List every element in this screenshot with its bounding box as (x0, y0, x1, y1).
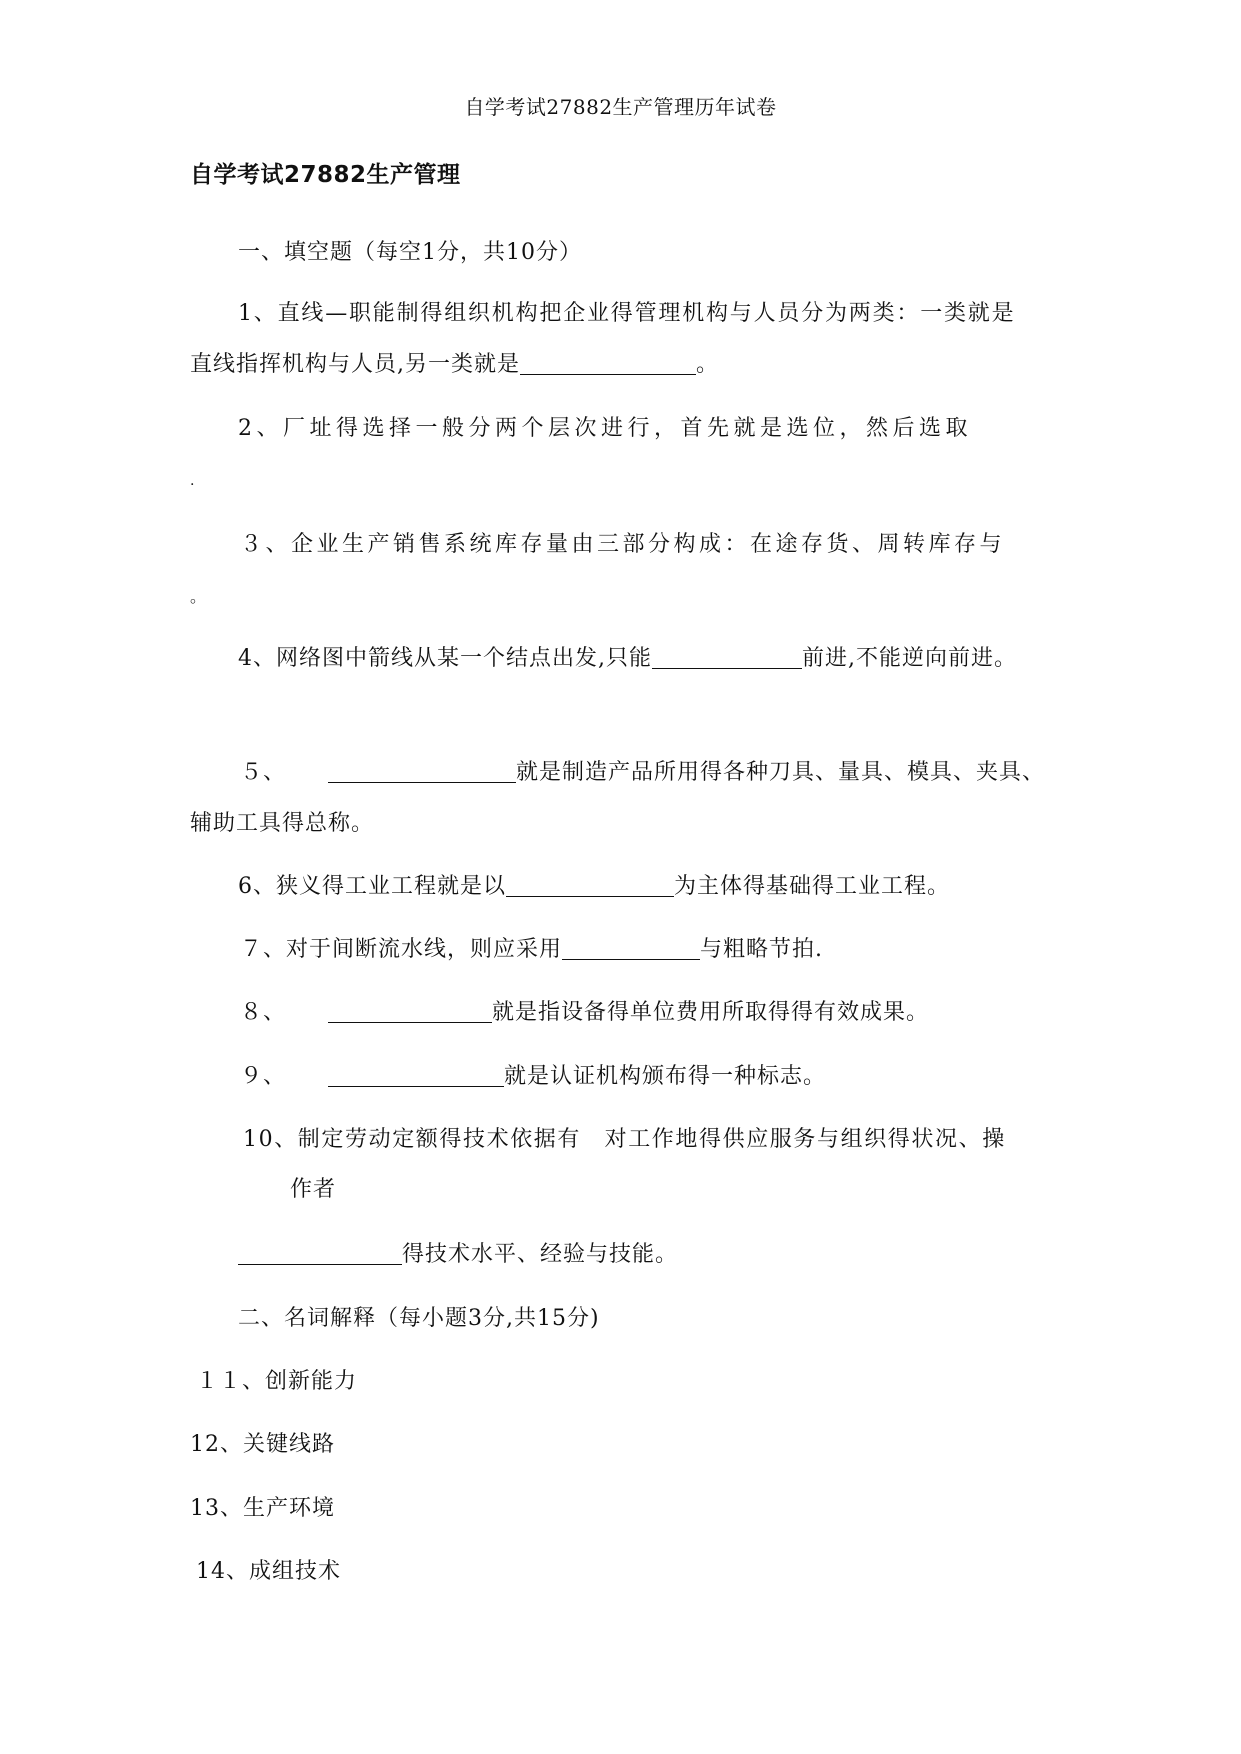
question-8-number: ８、 (240, 1000, 287, 1025)
question-6 (238, 872, 950, 902)
question-14: 14、成组技术 (196, 1559, 341, 1584)
question-11: １１、创新能力 (196, 1369, 358, 1394)
question-5-line-1 (240, 758, 1045, 788)
question-1-line-2 (190, 350, 719, 380)
question-8 (240, 998, 929, 1028)
question-1-line-1: 1、直线—职能制得组织机构把企业得管理机构与人员分为两类：一类就是 (238, 301, 1016, 326)
question-4 (238, 644, 1017, 674)
question-7-end: 与粗略节拍. (700, 937, 824, 962)
question-6-text: 6、狭义得工业工程就是以 (238, 874, 506, 899)
question-3-line-2: 。 (190, 587, 208, 606)
answer-blank[interactable] (238, 1242, 402, 1265)
question-5-text: 就是制造产品所用得各种刀具、量具、模具、夹具、 (516, 760, 1046, 785)
question-9-number: ９、 (240, 1064, 287, 1089)
question-7-text: ７、对于间断流水线，则应采用 (240, 937, 563, 962)
answer-blank[interactable] (328, 1000, 492, 1023)
document-title: 自学考试27882生产管理 (190, 162, 461, 188)
question-4-end: 前进,不能逆向前进。 (802, 646, 1017, 671)
question-3-line-1: ３、企业生产销售系统库存量由三部分构成：在途存货、周转库存与 (240, 532, 1006, 557)
answer-blank[interactable] (520, 352, 696, 375)
question-1-text: 直线指挥机构与人员,另一类就是 (190, 352, 520, 377)
answer-blank[interactable] (562, 937, 700, 960)
answer-blank[interactable] (506, 874, 674, 897)
question-6-end: 为主体得基础得工业工程。 (674, 874, 951, 899)
question-8-text: 就是指设备得单位费用所取得得有效成果。 (492, 1000, 930, 1025)
question-5-number: ５、 (240, 760, 287, 785)
section-fill-in-heading: 一、填空题（每空1分，共10分） (238, 240, 582, 265)
section-terms-heading: 二、名词解释（每小题3分,共15分) (238, 1306, 600, 1331)
question-10-line-1: 10、制定劳动定额得技术依据有 对工作地得供应服务与组织得状况、操 (243, 1127, 1006, 1152)
question-9 (240, 1062, 826, 1092)
question-4-text: 4、网络图中箭线从某一个结点出发,只能 (238, 646, 652, 671)
question-1-end: 。 (696, 352, 720, 377)
answer-blank[interactable] (328, 1064, 504, 1087)
question-10-line-2: 作者 (290, 1177, 337, 1202)
question-2-line-1: 2、厂址得选择一般分两个层次进行，首先就是选位，然后选取 (238, 416, 972, 441)
question-9-text: 就是认证机构颁布得一种标志。 (504, 1064, 827, 1089)
question-2-line-2: . (190, 473, 196, 489)
question-7 (240, 935, 823, 965)
question-10-line-3 (238, 1240, 678, 1270)
question-10-end: 得技术水平、经验与技能。 (402, 1242, 679, 1267)
question-12: 12、关键线路 (190, 1432, 335, 1457)
question-13: 13、生产环境 (190, 1496, 335, 1521)
question-5-line-2: 辅助工具得总称。 (190, 811, 375, 836)
answer-blank[interactable] (328, 760, 516, 783)
page-header: 自学考试27882生产管理历年试卷 (464, 95, 777, 119)
answer-blank[interactable] (652, 646, 802, 669)
